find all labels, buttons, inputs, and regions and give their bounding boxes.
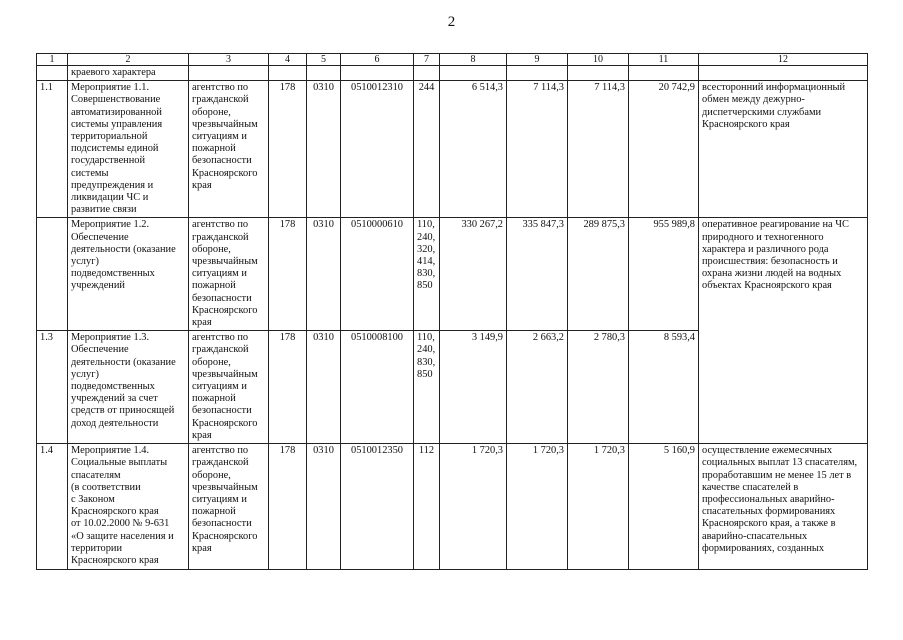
activity-name: Мероприятие 1.3. Обеспечение деятельности (оказание услуг) подведомственных учреждений за счет средств от приносящей доход деятельности (68, 331, 189, 444)
grbs-code: 178 (269, 444, 307, 570)
grbs-code: 178 (269, 81, 307, 218)
expected-result: осуществление ежемесячных социальных выплат 13 спасателям, проработавшим не менее 15 лет в качестве спасателей в профессиональных аварийно-спасательных формированиях Красноярского края, а также в аварийно-спасательных формированиях, созданных (699, 444, 868, 570)
expense-type-code: 112 (414, 444, 440, 570)
row-number: 1.1 (37, 81, 68, 218)
responsible-agency: агентство по гражданской обороне, чрезвычайным ситуациям и пожарной безопасности Красноярского края (189, 218, 269, 331)
expected-result: оперативное реагирование на ЧС природного и техногенного характера и различного рода происшествия: безопасность и охрана жизни людей на водных объектах Красноярского края (699, 218, 868, 444)
activity-name: Мероприятие 1.4. Социальные выплаты спасателям (в соответствии с Законом Красноярского края от 10.02.2000 № 9-631 «О защите населения и территории Красноярского края (68, 444, 189, 570)
section-code: 0310 (307, 444, 341, 570)
amount-year-1: 3 149,9 (440, 331, 507, 444)
section-code: 0310 (307, 331, 341, 444)
amount-year-3: 7 114,3 (568, 81, 629, 218)
expected-result: всесторонний информационный обмен между дежурно-диспетчерскими службами Красноярского края (699, 81, 868, 218)
column-header: 1 (37, 54, 68, 66)
page-number: 2 (447, 14, 456, 30)
activity-name: Мероприятие 1.2. Обеспечение деятельности (оказание услуг) подведомственных учреждений (68, 218, 189, 331)
amount-year-2: 1 720,3 (507, 444, 568, 570)
column-header: 6 (341, 54, 414, 66)
amount-year-1: 1 720,3 (440, 444, 507, 570)
grbs-code: 178 (269, 218, 307, 331)
column-number-row (37, 54, 868, 66)
column-header: 7 (414, 54, 440, 66)
column-header: 10 (568, 54, 629, 66)
section-code: 0310 (307, 81, 341, 218)
column-header: 2 (68, 54, 189, 66)
activity-name: краевого характера (68, 66, 189, 81)
amount-year-3: 289 875,3 (568, 218, 629, 331)
amount-year-1: 6 514,3 (440, 81, 507, 218)
amount-total: 955 989,8 (629, 218, 699, 331)
program-activities-table (36, 53, 868, 570)
column-header: 8 (440, 54, 507, 66)
table-row-continuation (37, 66, 868, 81)
table-row (37, 81, 868, 218)
responsible-agency: агентство по гражданской обороне, чрезвычайным ситуациям и пожарной безопасности Красноярского края (189, 444, 269, 570)
column-header: 4 (269, 54, 307, 66)
grbs-code: 178 (269, 331, 307, 444)
column-header: 9 (507, 54, 568, 66)
amount-total: 20 742,9 (629, 81, 699, 218)
row-number: 1.4 (37, 444, 68, 570)
amount-total: 8 593,4 (629, 331, 699, 444)
amount-year-2: 335 847,3 (507, 218, 568, 331)
table-row (37, 444, 868, 570)
expense-type-code: 110, 240, 830, 850 (414, 331, 440, 444)
row-number (37, 218, 68, 331)
amount-year-3: 1 720,3 (568, 444, 629, 570)
amount-total: 5 160,9 (629, 444, 699, 570)
expense-type-code: 244 (414, 81, 440, 218)
amount-year-1: 330 267,2 (440, 218, 507, 331)
amount-year-2: 7 114,3 (507, 81, 568, 218)
responsible-agency: агентство по гражданской обороне, чрезвычайным ситуациям и пожарной безопасности Красноярского края (189, 81, 269, 218)
section-code: 0310 (307, 218, 341, 331)
row-number: 1.3 (37, 331, 68, 444)
column-header: 11 (629, 54, 699, 66)
target-article-code: 0510012350 (341, 444, 414, 570)
target-article-code: 0510000610 (341, 218, 414, 331)
column-header: 3 (189, 54, 269, 66)
column-header: 12 (699, 54, 868, 66)
amount-year-2: 2 663,2 (507, 331, 568, 444)
table-row (37, 218, 868, 331)
expense-type-code: 110, 240, 320, 414, 830, 850 (414, 218, 440, 331)
activity-name: Мероприятие 1.1. Совершенствование автоматизированной системы управления территориальной подсистемы единой государственной системы предупреждения и ликвидации ЧС и развитие связи (68, 81, 189, 218)
responsible-agency: агентство по гражданской обороне, чрезвычайным ситуациям и пожарной безопасности Красноярского края (189, 331, 269, 444)
column-header: 5 (307, 54, 341, 66)
target-article-code: 0510008100 (341, 331, 414, 444)
target-article-code: 0510012310 (341, 81, 414, 218)
amount-year-3: 2 780,3 (568, 331, 629, 444)
